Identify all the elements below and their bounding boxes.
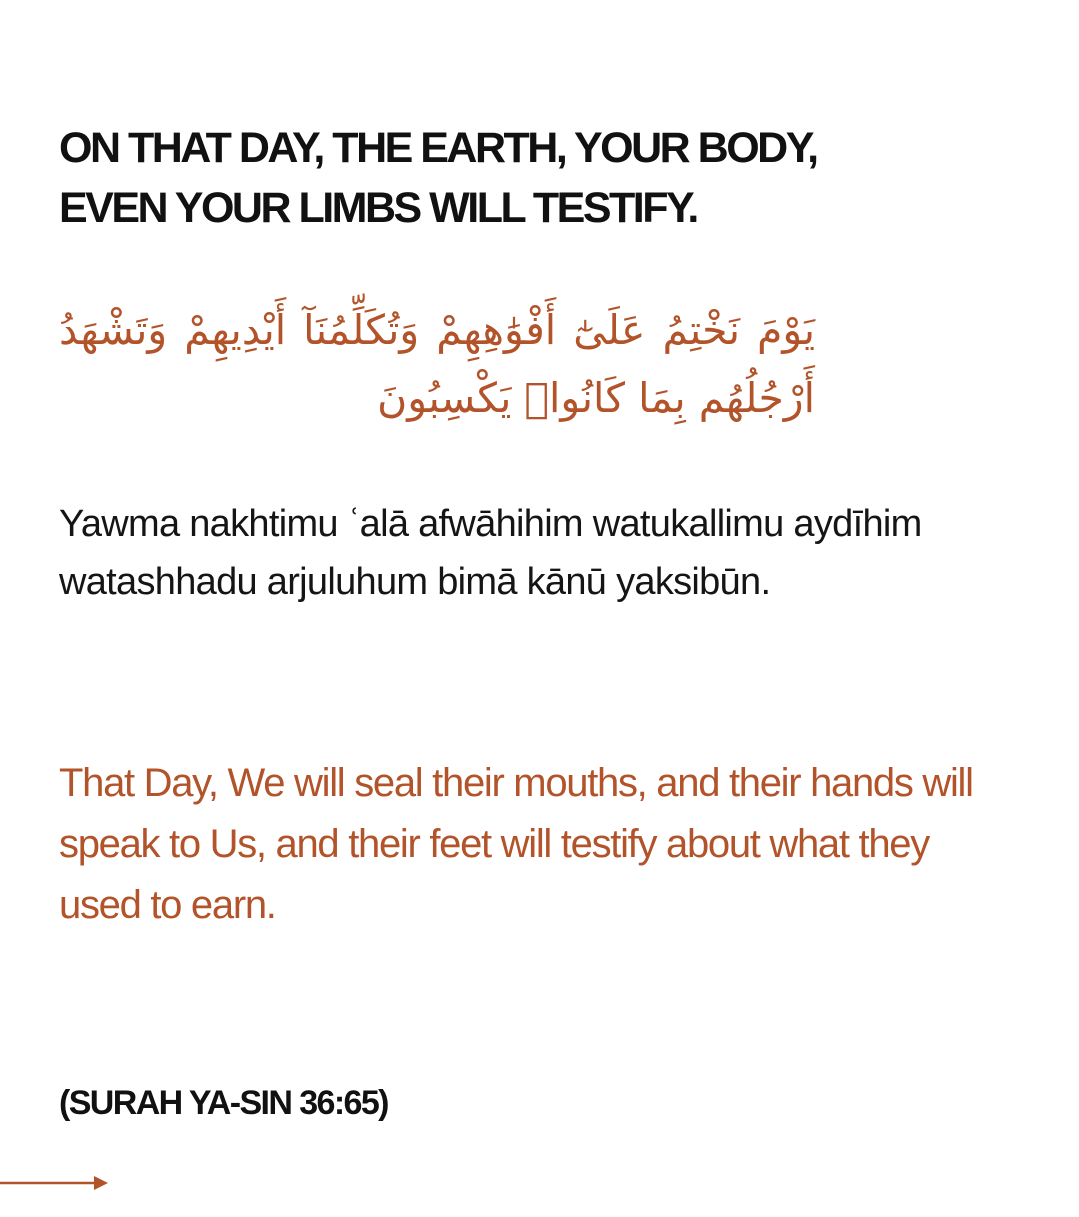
transliteration-text: Yawma nakhtimu ʿalā afwāhihim watukallimu aydīhim watashhadu arjuluhum bimā kānū yaksibūn. <box>59 503 922 603</box>
arabic-verse: يَوْمَ نَخْتِمُ عَلَىٰٓ أَفْوَٰهِهِمْ وَتُكَلِّمُنَآ أَيْدِيهِمْ وَتَشْهَدُ أَرْجُلُهُم بِمَا كَانُوا۟ يَكْسِبُونَ <box>59 306 815 422</box>
translation-text: That Day, We will seal their mouths, and their hands will speak to Us, and their feet will testify about what they used to earn. <box>59 761 973 927</box>
next-slide-button[interactable] <box>0 1172 112 1194</box>
verse-reference: (SURAH YA-SIN 36:65) <box>59 1084 388 1122</box>
title-line-2: EVEN YOUR LIMBS WILL TESTIFY. <box>59 184 697 232</box>
page-title <box>59 118 1019 238</box>
title-line-1: ON THAT DAY, THE EARTH, YOUR BODY, <box>59 124 817 172</box>
arrow-right-icon <box>0 1172 112 1194</box>
